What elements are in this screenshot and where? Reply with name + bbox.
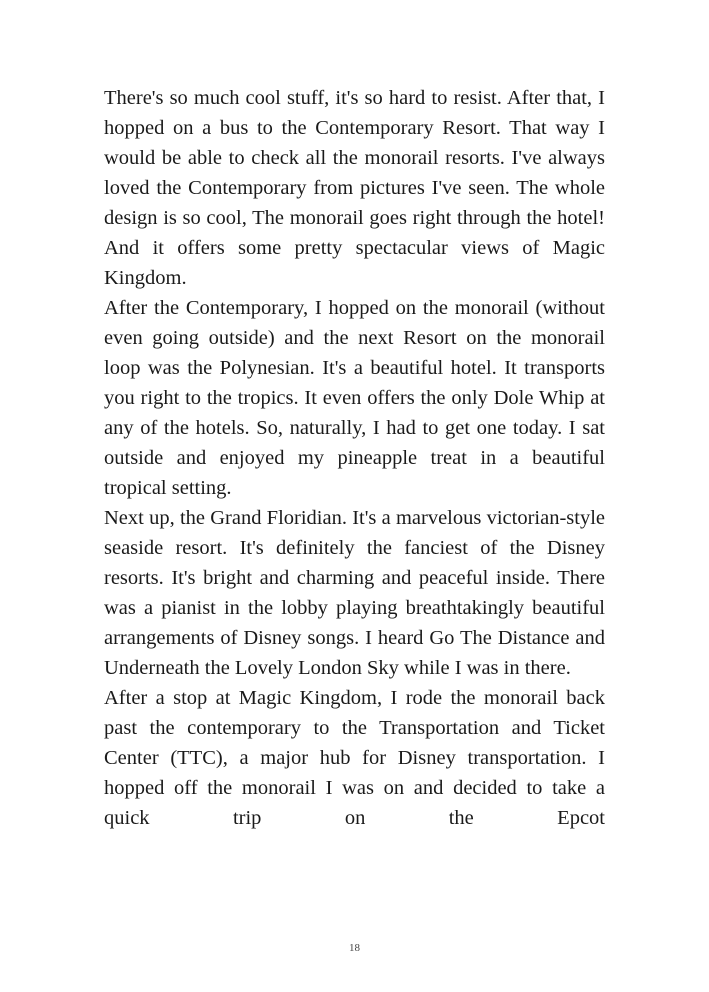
paragraph-contemporary: There's so much cool stuff, it's so hard to resist. After that, I hopped on a bus to the Contemporary Resort. That way I would be able to check all the monorail resorts. I've always loved the Contemporary from pictures I've seen. The whole design is so cool, The monorail goes right through the hotel! And it offers some pretty spectacular views of Magic Kingdom. xyxy=(104,87,605,289)
page-number: 18 xyxy=(349,942,360,954)
paragraph-polynesian: After the Contemporary, I hopped on the monorail (without even going outside) and the next Resort on the monorail loop was the Polynesian. It's a beautiful hotel. It transports you right to the tropics. It even offers the only Dole Whip at any of the hotels. So, naturally, I had to get one today. I sat outside and enjoyed my pineapple treat in a beautiful tropical setting. xyxy=(104,297,605,499)
paragraph-ttc: After a stop at Magic Kingdom, I rode the monorail back past the contemporary to the Transportation and Ticket Center (TTC), a major hub for Disney transportation. I hopped off the monorail I was on and decided to take a quick trip on the Epcot xyxy=(104,687,605,829)
body-text xyxy=(104,83,605,833)
paragraph-grand-floridian: Next up, the Grand Floridian. It's a marvelous victorian-style seaside resort. It's definitely the fanciest of the Disney resorts. It's bright and charming and peaceful inside. There was a pianist in the lobby playing breathtakingly beautiful arrangements of Disney songs. I heard Go The Distance and Underneath the Lovely London Sky while I was in there. xyxy=(104,507,605,679)
